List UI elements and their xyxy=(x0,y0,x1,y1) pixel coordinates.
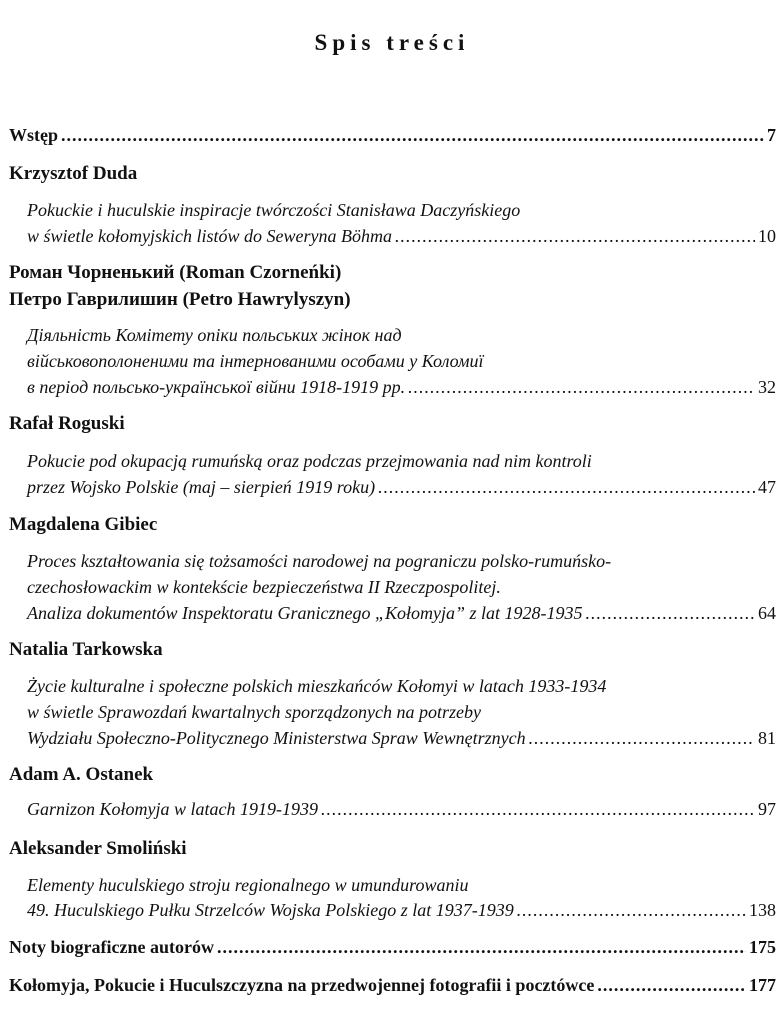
toc-entry-title-line: w świetle Sprawozdań kwartalnych sporządzonych na potrzeby xyxy=(27,702,481,722)
toc-author: Петро Гаврилишин (Petro Hawrylyszyn) xyxy=(9,289,351,310)
leader-dots xyxy=(378,475,755,499)
toc-entry-title-line: військовополоненими та інтернованими особами у Коломиї xyxy=(27,351,484,371)
leader-dots xyxy=(408,375,755,399)
toc-entry-title-line xyxy=(27,797,776,821)
page-number: 32 xyxy=(758,377,776,397)
toc-line-intro xyxy=(9,123,776,147)
toc-entry-title-line xyxy=(27,224,776,248)
toc-entry-title-line: Życie kulturalne i społeczne polskich mieszkańców Kołomyi w latach 1933-1934 xyxy=(27,676,607,696)
toc-entry-title-line: Діяльність Комітету опіки польських жінок над xyxy=(27,325,402,345)
leader-dots xyxy=(585,601,755,625)
toc-entry-title-text: w świetle kołomyjskich listów do Seweryna Böhma xyxy=(27,226,392,246)
toc-entry-title-text: przez Wojsko Polskie (maj – sierpień 1919 roku) xyxy=(27,477,376,497)
toc-entry-title-line xyxy=(27,601,776,625)
page-number: 177 xyxy=(749,975,776,995)
toc-entry-title-line: czechosłowackim w kontekście bezpieczeństwa II Rzeczpospolitej. xyxy=(27,577,501,597)
leader-dots xyxy=(597,973,746,997)
page-number: 97 xyxy=(758,799,776,819)
page-number: 7 xyxy=(767,125,776,145)
toc-entry-title-text: в період польсько-української війни 1918-1919 рр. xyxy=(27,377,406,397)
toc-entry-title-text: Analiza dokumentów Inspektoratu Granicznego „Kołomyja” z lat 1928-1935 xyxy=(27,603,583,623)
toc-line-bios xyxy=(9,935,776,959)
toc-label: Kołomyja, Pokucie i Huculszczyzna na przedwojennej fotografii i pocztówce xyxy=(9,975,595,995)
toc-line-photos xyxy=(9,973,776,997)
leader-dots xyxy=(321,797,755,821)
toc-author: Natalia Tarkowska xyxy=(9,639,163,660)
toc-entry-title-line: Pokucie pod okupacją rumuńską oraz podczas przejmowania nad nim kontroli xyxy=(27,451,592,471)
toc-entry-title-line: Proces kształtowania się tożsamości narodowej na pograniczu polsko-rumuńsko- xyxy=(27,551,612,571)
toc-entry-title-text: Wydziału Społeczno-Politycznego Ministerstwa Spraw Wewnętrznych xyxy=(27,728,526,748)
toc-author: Magdalena Gibiec xyxy=(9,514,158,535)
toc-author: Krzysztof Duda xyxy=(9,163,138,184)
toc-entry-title-line: Pokuckie i huculskie inspiracje twórczości Stanisława Daczyńskiego xyxy=(27,200,521,220)
toc-author: Роман Чорненький (Roman Czorneńki) xyxy=(9,262,342,283)
toc-entry-title-line xyxy=(27,726,776,750)
toc-author: Rafał Roguski xyxy=(9,413,125,434)
toc-label: Noty biograficzne autorów xyxy=(9,937,214,957)
toc-author: Adam A. Ostanek xyxy=(9,764,154,785)
leader-dots xyxy=(61,123,764,147)
page-title: Spis treści xyxy=(314,30,470,55)
page-number: 175 xyxy=(749,937,776,957)
leader-dots xyxy=(517,898,746,922)
toc-entry-title-line: Elementy huculskiego stroju regionalnego w umundurowaniu xyxy=(27,875,469,895)
toc-author: Aleksander Smoliński xyxy=(9,838,187,859)
toc-entry-title-text: 49. Huculskiego Pułku Strzelców Wojska Polskiego z lat 1937-1939 xyxy=(27,900,514,920)
toc-label: Wstęp xyxy=(9,125,58,145)
page-number: 47 xyxy=(758,477,776,497)
toc-entry-title-text: Garnizon Kołomyja w latach 1919-1939 xyxy=(27,799,318,819)
page-number: 138 xyxy=(749,900,776,920)
leader-dots xyxy=(529,726,755,750)
page-number: 64 xyxy=(758,603,776,623)
toc-entry-title-line xyxy=(27,475,776,499)
leader-dots xyxy=(395,224,755,248)
toc-entry-title-line xyxy=(27,375,776,399)
toc-entry-title-line xyxy=(27,898,776,922)
leader-dots xyxy=(217,935,746,959)
page-number: 81 xyxy=(758,728,776,748)
page-number: 10 xyxy=(758,226,776,246)
